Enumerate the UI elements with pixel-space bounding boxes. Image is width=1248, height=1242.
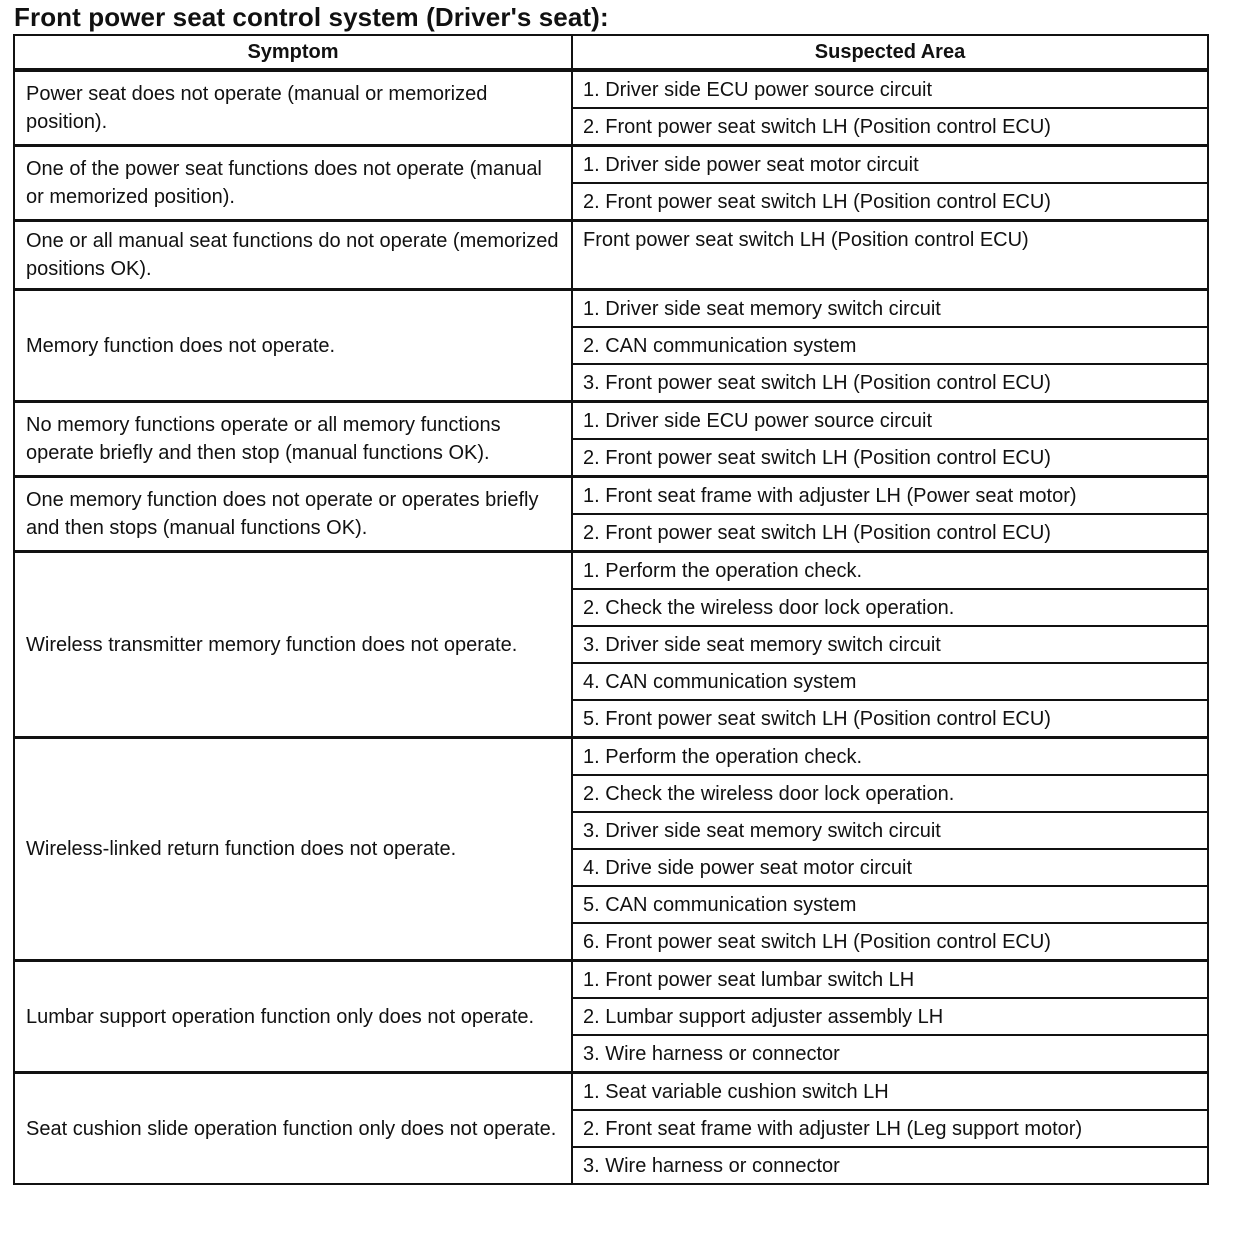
suspected-area-cell: 3. Driver side seat memory switch circuit: [572, 626, 1208, 663]
suspected-area-cell: Front power seat switch LH (Position control ECU): [572, 221, 1208, 290]
suspected-area-cell: 2. Front seat frame with adjuster LH (Leg support motor): [572, 1110, 1208, 1147]
suspected-area-cell: 2. Check the wireless door lock operation.: [572, 775, 1208, 812]
troubleshooting-table: [13, 34, 1209, 1185]
symptom-cell: One or all manual seat functions do not operate (memorized positions OK).: [14, 221, 572, 290]
table-row: [14, 1073, 1208, 1111]
table-row: [14, 552, 1208, 590]
table-row: [14, 146, 1208, 184]
symptom-cell: Wireless-linked return function does not operate.: [14, 738, 572, 961]
table-row: [14, 402, 1208, 440]
table-row: [14, 961, 1208, 999]
suspected-area-cell: 1. Seat variable cushion switch LH: [572, 1073, 1208, 1111]
suspected-area-cell: 2. Front power seat switch LH (Position control ECU): [572, 183, 1208, 221]
table-row: [14, 477, 1208, 515]
symptom-cell: Lumbar support operation function only does not operate.: [14, 961, 572, 1073]
suspected-area-cell: 3. Driver side seat memory switch circuit: [572, 812, 1208, 849]
symptom-cell: Memory function does not operate.: [14, 290, 572, 402]
suspected-area-cell: 6. Front power seat switch LH (Position control ECU): [572, 923, 1208, 961]
suspected-area-cell: 1. Perform the operation check.: [572, 738, 1208, 776]
suspected-area-cell: 2. Check the wireless door lock operation.: [572, 589, 1208, 626]
suspected-area-cell: 2. Front power seat switch LH (Position control ECU): [572, 514, 1208, 552]
table-row: [14, 70, 1208, 108]
table-body: [14, 70, 1208, 1184]
suspected-area-cell: 4. Drive side power seat motor circuit: [572, 849, 1208, 886]
symptom-cell: No memory functions operate or all memory functions operate briefly and then stop (manual functions OK).: [14, 402, 572, 477]
table-row: [14, 738, 1208, 776]
symptom-cell: Seat cushion slide operation function only does not operate.: [14, 1073, 572, 1185]
symptom-header: Symptom: [14, 35, 572, 70]
suspected-area-cell: 1. Perform the operation check.: [572, 552, 1208, 590]
suspected-area-cell: 3. Front power seat switch LH (Position control ECU): [572, 364, 1208, 402]
table-row: [14, 290, 1208, 328]
suspected-area-cell: 2. CAN communication system: [572, 327, 1208, 364]
suspected-area-cell: 1. Driver side seat memory switch circuit: [572, 290, 1208, 328]
symptom-cell: Wireless transmitter memory function does not operate.: [14, 552, 572, 738]
suspected-area-cell: 2. Front power seat switch LH (Position control ECU): [572, 439, 1208, 477]
suspected-area-cell: 2. Lumbar support adjuster assembly LH: [572, 998, 1208, 1035]
suspected-area-cell: 5. Front power seat switch LH (Position control ECU): [572, 700, 1208, 738]
suspected-area-cell: 3. Wire harness or connector: [572, 1035, 1208, 1073]
suspected-area-cell: 2. Front power seat switch LH (Position control ECU): [572, 108, 1208, 146]
table-header-row: [14, 35, 1208, 70]
symptom-cell: One memory function does not operate or operates briefly and then stops (manual functions OK).: [14, 477, 572, 552]
table-row: [14, 221, 1208, 290]
page-title: Front power seat control system (Driver's seat):: [14, 2, 609, 32]
suspected-area-cell: 5. CAN communication system: [572, 886, 1208, 923]
suspected-area-cell: 3. Wire harness or connector: [572, 1147, 1208, 1184]
suspected-area-cell: 1. Front power seat lumbar switch LH: [572, 961, 1208, 999]
suspected-area-cell: 1. Driver side power seat motor circuit: [572, 146, 1208, 184]
symptom-cell: Power seat does not operate (manual or memorized position).: [14, 70, 572, 146]
suspected-area-header: Suspected Area: [572, 35, 1208, 70]
symptom-cell: One of the power seat functions does not operate (manual or memorized position).: [14, 146, 572, 221]
suspected-area-cell: 4. CAN communication system: [572, 663, 1208, 700]
suspected-area-cell: 1. Driver side ECU power source circuit: [572, 402, 1208, 440]
suspected-area-cell: 1. Driver side ECU power source circuit: [572, 70, 1208, 108]
suspected-area-cell: 1. Front seat frame with adjuster LH (Power seat motor): [572, 477, 1208, 515]
